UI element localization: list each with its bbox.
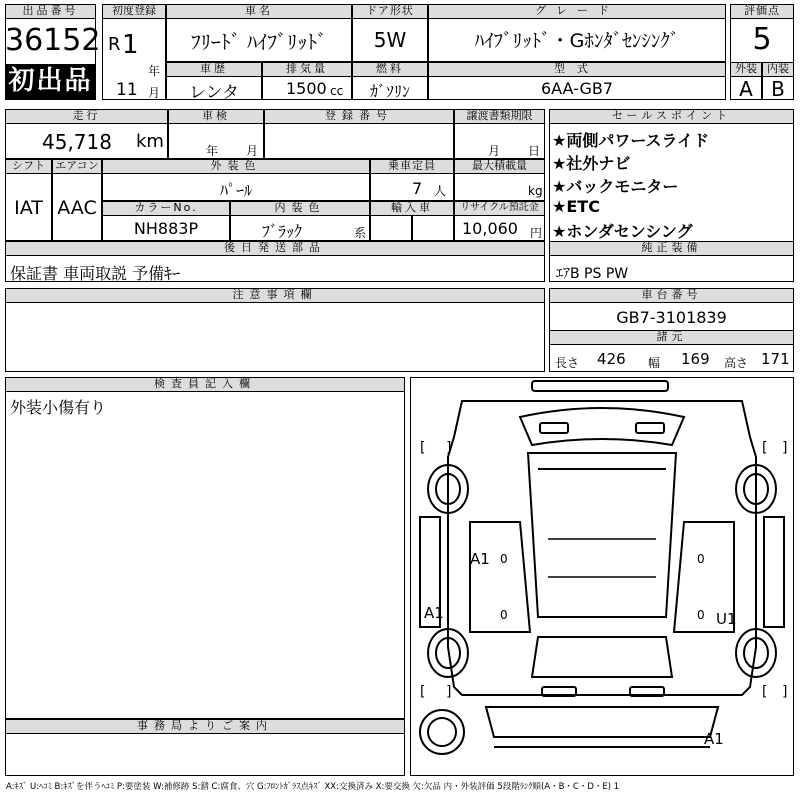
max-load-label: 最大積載量 [454, 159, 545, 174]
score-label: 評価点 [730, 4, 794, 19]
grade-label: グレード [428, 4, 726, 19]
diagram-bracket: [ [420, 684, 426, 700]
width-label: 幅 [648, 356, 661, 370]
later-parts: 保証書 車両取説 予備ｷｰ [10, 264, 181, 283]
lot-number-label: 出品番号 [5, 4, 96, 19]
month-unit: 月 [148, 86, 161, 100]
grade: ﾊｲﾌﾞﾘｯﾄﾞ・Gﾎﾝﾀﾞｾﾝｼﾝｸﾞ [474, 30, 680, 52]
reg-no-label: 登録番号 [264, 109, 454, 124]
mileage: 45,718 [42, 130, 112, 154]
int-color-label: 内装色 [230, 201, 370, 216]
inspector-box [5, 377, 405, 719]
capacity: 7 [412, 179, 423, 198]
recycle: 10,060 [462, 219, 518, 238]
score: 5 [752, 22, 772, 57]
year-unit: 年 [148, 64, 161, 78]
inspection-label: 車検 [168, 109, 264, 124]
int-color-suffix: 系 [354, 226, 367, 240]
diagram-bracket: ] [782, 684, 788, 700]
interior-grade: B [771, 77, 785, 101]
equipment: ｴｱB PS PW [556, 266, 629, 282]
diagram-zero: 0 [697, 552, 705, 566]
damage-mark: A1 [424, 604, 444, 622]
displacement-label: 排気量 [262, 62, 352, 77]
diagram-bracket: [ [762, 684, 768, 700]
car-diagram-drawing [410, 377, 794, 776]
diagram-bracket: ] [446, 684, 452, 700]
width: 169 [681, 350, 710, 368]
max-load-unit: kg [528, 184, 543, 198]
mileage-label: 走行 [5, 109, 168, 124]
capacity-unit: 人 [434, 184, 447, 198]
inspection-year-unit: 年 [206, 144, 219, 158]
era: R [108, 34, 121, 55]
reg-no-cell [264, 123, 454, 159]
transfer-label: 譲渡書類期限 [454, 109, 545, 124]
height-label: 高さ [724, 356, 749, 370]
capacity-label: 乗車定員 [370, 159, 454, 174]
reg-year: 1 [122, 30, 139, 60]
mileage-unit: km [136, 131, 164, 152]
later-parts-label: 後日発送部品 [5, 241, 545, 256]
first-reg-label: 初度登録 [102, 4, 166, 19]
damage-mark: U1 [716, 610, 737, 628]
equipment-label: 純正装備 [549, 241, 794, 256]
car-name-label: 車名 [166, 4, 352, 19]
fuel: ｶﾞｿﾘﾝ [369, 82, 410, 101]
dims-label: 諸元 [549, 330, 794, 345]
shift: IAT [14, 197, 43, 219]
int-color: ﾌﾞﾗｯｸ [262, 222, 303, 241]
sales-point-item: ★ホンダセンシング [552, 222, 693, 241]
model-label: 型式 [428, 62, 726, 77]
diagram-bracket: [ [762, 440, 768, 456]
diagram-zero: 0 [697, 608, 705, 622]
door-type: 5W [373, 28, 407, 52]
sales-points-label: セールスポイント [549, 109, 794, 124]
inspector-label: 検査員記入欄 [5, 377, 405, 392]
exterior-label: 外装 [730, 62, 762, 77]
reg-month: 11 [116, 80, 138, 100]
model: 6AA-GB7 [540, 79, 614, 98]
sales-point-item: ★両側パワースライド [552, 131, 710, 150]
fuel-label: 燃料 [352, 62, 428, 77]
sales-point-item: ★ETC [552, 197, 600, 216]
lot-number: 36152 [5, 23, 101, 58]
car-name: ﾌﾘｰﾄﾞ ﾊｲﾌﾞﾘｯﾄﾞ [190, 30, 328, 54]
length-label: 長さ [555, 356, 580, 370]
recycle-label: リサイクル預託金 [454, 201, 545, 216]
recycle-unit: 円 [530, 226, 543, 240]
office-label: 事務局よりご案内 [5, 719, 405, 734]
door-label: ドア形状 [352, 4, 428, 19]
import-label: 輸入車 [370, 201, 454, 216]
length: 426 [597, 350, 626, 368]
displacement: 1500 [286, 79, 327, 98]
displacement-unit: cc [330, 84, 344, 98]
diagram-zero: 0 [500, 552, 508, 566]
diagram-bracket: ] [446, 440, 452, 456]
interior-label: 内装 [762, 62, 794, 77]
diagram-bracket: ] [782, 440, 788, 456]
ac-label: エアコン [52, 159, 102, 174]
history: レンタ [189, 83, 239, 103]
inspection-month-unit: 月 [246, 144, 259, 158]
exterior-grade: A [739, 77, 753, 101]
chassis-number: GB7-3101839 [616, 308, 727, 327]
diagram-zero: 0 [500, 608, 508, 622]
inspector-text: 外装小傷有り [10, 398, 107, 417]
shift-label: シフト [5, 159, 52, 174]
import-cell-a [370, 215, 412, 241]
damage-mark: A1 [470, 550, 490, 568]
damage-mark: A1 [704, 730, 724, 748]
color-no: NH883P [133, 219, 199, 238]
transfer-day-unit: 日 [528, 144, 541, 158]
height: 171 [761, 350, 790, 368]
transfer-month-unit: 月 [488, 144, 501, 158]
sales-point-item: ★社外ナビ [552, 154, 631, 173]
diagram-bracket: [ [420, 440, 426, 456]
chassis-label: 車台番号 [549, 288, 794, 303]
notes-label: 注意事項欄 [5, 288, 545, 303]
ext-color: ﾊﾟｰﾙ [219, 181, 252, 200]
color-no-label: カラーNo. [102, 201, 230, 216]
import-cell-b [412, 215, 454, 241]
history-label: 車歴 [166, 62, 262, 77]
ext-color-label: 外装色 [102, 159, 370, 174]
ac: AAC [57, 197, 97, 219]
first-listing-badge: 初出品 [6, 64, 95, 99]
sales-point-item: ★バックモニター [552, 177, 679, 196]
legend: A:ｷｽﾞ U:ﾍｺﾐ B:ｷｽﾞを伴うﾍｺﾐ P:要塗装 W:補修跡 S:錆 C:腐食、穴 G:ﾌﾛﾝﾄｶﾞﾗｽ点ｷｽﾞ XX:交換済み X:要交換 欠:欠品 内・外装評価 5段階ﾗﾝｸ順(A・B・C・D・E) 1 [6, 782, 620, 792]
